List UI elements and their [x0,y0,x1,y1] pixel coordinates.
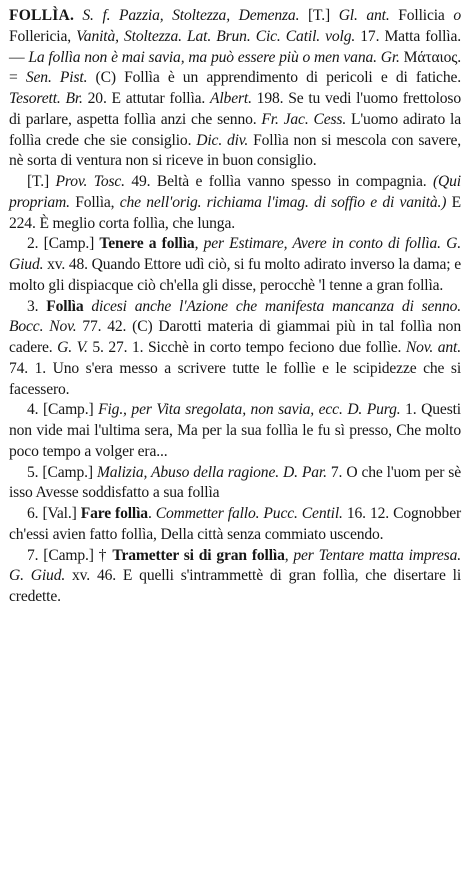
body-text: [T.] [27,173,56,190]
bold-phrase: Trametter si di gran follìa [112,546,285,564]
body-text: Follìa, [69,193,120,211]
sense-6 [9,504,461,546]
body-text: 7. O che l'uom per sè isso Avesse soddisfatto a sua follìa [9,463,461,502]
body-text: 6. [Val.] [27,505,81,522]
sense-4 [9,400,461,462]
body-text: E 224. È meglio corta follìa, che lunga. [9,193,462,232]
body-text: 198. Se tu vedi l'uomo frettoloso di parlare, aspetta follìa anzi che senno. [9,90,461,128]
italic-text: che nell'orig. richiama l'imag. di soffio e di vanità.) [119,193,447,211]
sense-2 [9,234,461,296]
body-text: 3. [27,297,47,315]
body-text: 1. Questi non vide mai l'ultima sera, Ma per la sua follìa le fu sì presso, Che molto poco tempo a volger era... [9,401,461,460]
body-text: 49. Beltà e follìa vanno spesso in compagnia. [124,173,433,190]
body-text: xv. 48. Quando Ettore udì ciò, si fu molto adirato inverso la dama; e molto gli dispiacque ciò ch'ella gli disse, perocchè 'l tenne a gran follìa. [9,256,461,294]
body-text: 2. [Camp.] [27,235,100,253]
body-text: L'uomo adirato la follìa crede che sie consiglio. [9,110,461,149]
italic-text: Nov. ant. [405,339,461,356]
body-text: . [147,505,156,522]
bold-phrase: Follìa [46,297,84,315]
sense-7 [9,546,461,608]
body-text: Follicia [389,7,454,24]
italic-text: S. f. Pazzia, Stoltezza, Demenza. [82,7,300,24]
body-text: 16. 12. Cognobber ch'essi avien fatto follìa, Della città senza commiato uscendo. [9,505,462,543]
italic-text: per Estimare, Avere in conto di follìa. G. Giud. [9,235,461,273]
italic-text: Malizia, Abuso della ragione. D. Par. [96,463,327,481]
body-text: Μάταιος. = [9,48,461,87]
italic-text: Albert. [210,90,252,107]
bold-phrase: . [70,7,83,24]
body-text: 4. [Camp.] [27,401,99,419]
body-text: 5. 27. 1. Sicchè in corto tempo feciono due follìe. [87,339,406,356]
body-text: 20. E attutar follìa. [82,90,210,107]
italic-text: Fr. Jac. Cess. [261,110,347,128]
italic-text: Dic. div. [196,131,249,149]
italic-text: Vanità, Stoltezza. Lat. Brun. Cic. Catil. volg. [76,27,356,45]
body-text: , [284,546,294,564]
body-text: Follericia, [9,27,77,45]
body-text: , [194,235,204,253]
sense-proverb [9,172,461,234]
sense-3 [9,297,461,401]
bold-phrase: Fare follìa [80,505,148,522]
italic-text: per Tentare matta impresa. G. Giud. [9,546,461,585]
body-text: xv. 46. E quelli s'intrammettè di gran follìa, che disertare li credette. [9,567,461,605]
bold-phrase: Tenere a follìa [99,235,195,253]
italic-text: o [453,7,462,24]
italic-text: dicesi anche l'Azione che manifesta mancanza di senno. Bocc. Nov. [9,297,461,336]
italic-text: (Qui propriam. [9,173,461,211]
body-text: (C) Follìa è un apprendimento di pericoli e di fatiche. [87,69,461,87]
body-text: Follìa non si mescola con savere, nè sorta di ventura non si riceve in buon consiglio. [9,131,462,170]
italic-text: Prov. Tosc. [55,173,125,190]
body-text: 74. 1. Uno s'era messo a scrivere tutte le follìe e le scipidezze che si facessero. [9,359,461,398]
entry-headword-paragraph [9,6,461,172]
body-text: [T.] [299,7,339,24]
headword: FOLLÌA [9,7,70,24]
italic-text: Sen. Pist. [25,69,88,87]
body-text: 7. [Camp.] † [27,546,113,564]
body-text: 5. [Camp.] [27,463,97,481]
italic-text: La follìa non è mai savia, ma può essere più o men vana. Gr. [28,48,400,66]
italic-text: Gl. ant. [338,7,390,24]
body-text: 17. Matta follìa. — [9,27,461,66]
sense-5 [9,463,461,505]
italic-text: Fig., per Vita sregolata, non savia, ecc. D. Purg. [98,401,401,419]
italic-text: Tesorett. Br. [9,90,83,107]
entry-body [9,6,461,608]
body-text: 77. 42. (C) Darotti materia di giammai più in tal follìa non cadere. [9,318,461,356]
italic-text: Commetter fallo. Pucc. Centil. [155,505,343,522]
italic-text: G. V. [57,339,88,356]
